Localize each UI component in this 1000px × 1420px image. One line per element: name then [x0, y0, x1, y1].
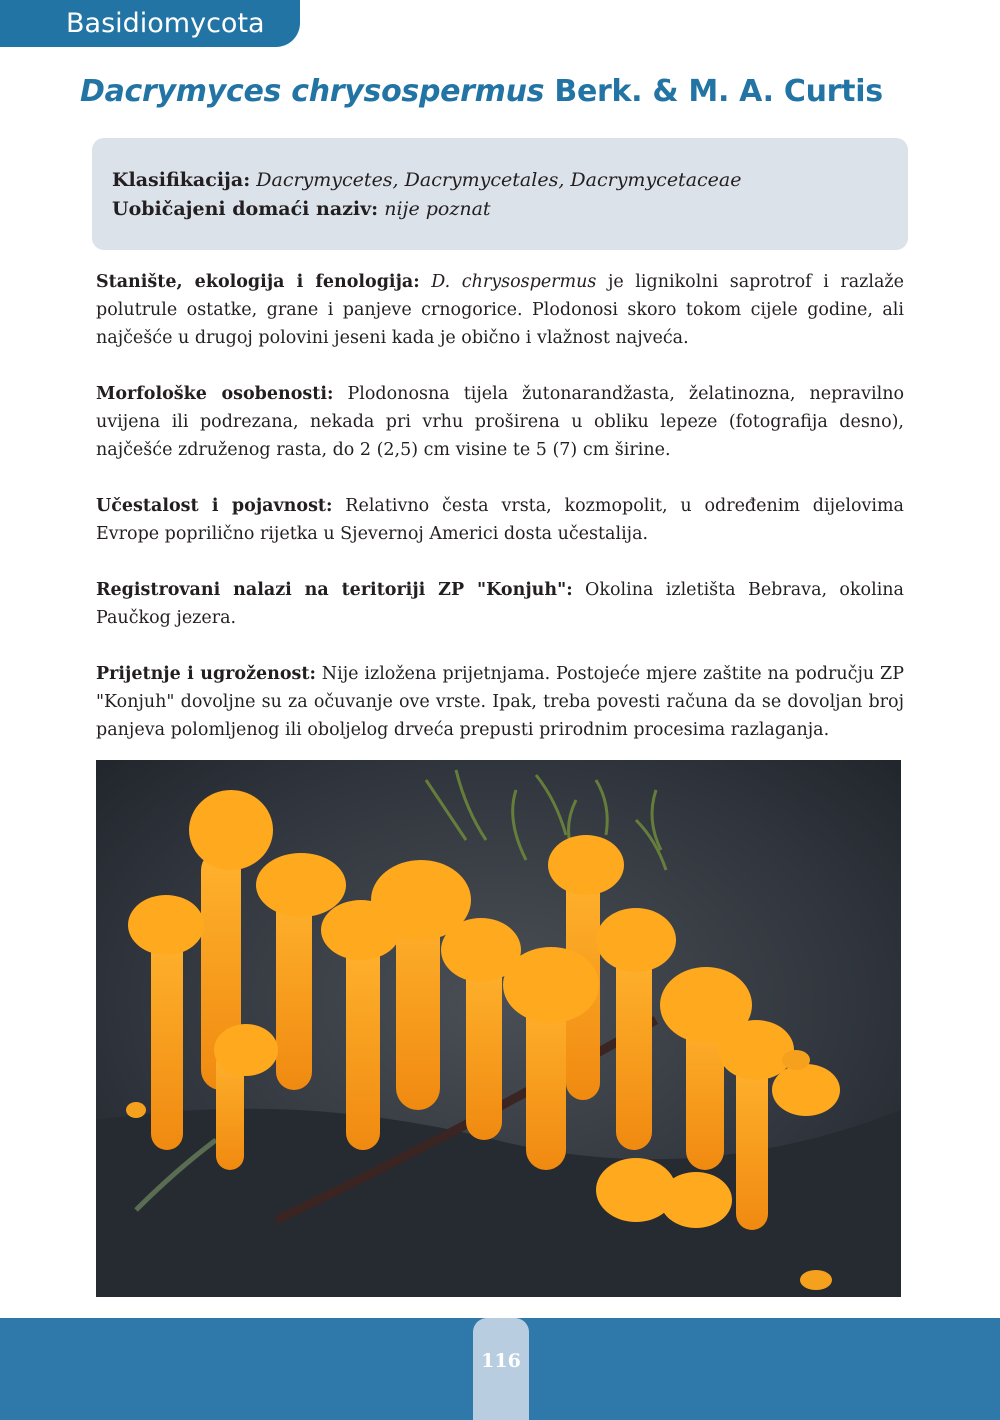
threats-text: Nije izložena prijetnjama. Postojeće mjere zaštite na području ZP "Konjuh" dovoljne su za očuvanje ove vrste. Ipak, treba povesti računa da se dovoljan broj panjeva polomljenog ili oboljelog drveća prepusti prirodnim procesima razlaganja. [96, 664, 904, 740]
common-name-line [112, 195, 908, 224]
page-number: 116 [481, 1350, 521, 1372]
classification-line [112, 166, 908, 195]
species-title [80, 74, 883, 109]
habitat-species-abbrev: D. chrysospermus [419, 272, 597, 292]
records-paragraph [96, 576, 904, 632]
classification-box [92, 138, 908, 250]
fungus-photo-illustration [96, 760, 901, 1297]
records-label: Registrovani nalazi na teritoriji ZP "Konjuh": [96, 580, 573, 600]
habitat-paragraph [96, 268, 904, 352]
fungus-photo [96, 760, 901, 1297]
classification-label: Klasifikacija: [112, 169, 251, 191]
species-latin-name: Dacrymyces chrysospermus [80, 74, 545, 109]
habitat-label: Stanište, ekologija i fenologija: [96, 272, 420, 292]
habitat-text: je lignikolni saprotrof i razlaže polutrule ostatke, grane i panjeve crnogorice. Plodonosi skoro tokom cijele godine, ali najčešće u drugoj polovini jeseni kada je obično i vlažnost najveća. [96, 272, 904, 348]
records-text: Okolina izletišta Bebrava, okolina Paučkog jezera. [96, 580, 904, 628]
frequency-paragraph [96, 492, 904, 548]
morphology-label: Morfološke osobenosti: [96, 384, 334, 404]
threats-label: Prijetnje i ugroženost: [96, 664, 316, 684]
section-label: Basidiomycota [66, 8, 265, 39]
common-name-value: nije poznat [378, 198, 491, 220]
section-tab [0, 0, 300, 47]
species-authority: Berk. & M. A. Curtis [544, 74, 883, 109]
species-description [96, 268, 904, 744]
morphology-paragraph [96, 380, 904, 464]
frequency-label: Učestalost i pojavnost: [96, 496, 333, 516]
threats-paragraph [96, 660, 904, 744]
classification-value: Dacrymycetes, Dacrymycetales, Dacrymycetaceae [250, 169, 742, 191]
frequency-text: Relativno česta vrsta, kozmopolit, u određenim dijelovima Evrope poprilično rijetka u Sjevernoj Americi dosta učestalija. [96, 496, 904, 544]
common-name-label: Uobičajeni domaći naziv: [112, 198, 379, 220]
morphology-text: Plodonosna tijela žutonarandžasta, želatinozna, nepravilno uvijena ili podrezana, nekada pri vrhu proširena u obliku lepeze (fotografija desno), najčešće združenog rasta, do 2 (2,5) cm visine te 5 (7) cm širine. [96, 384, 905, 460]
